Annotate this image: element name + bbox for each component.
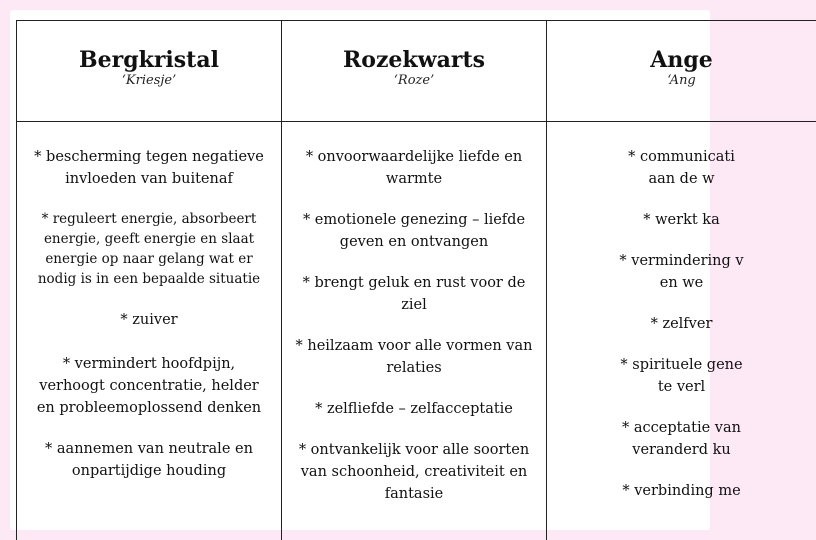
list-item: * verbinding me: [622, 483, 741, 499]
list-item: * bescherming tegen negatieve invloeden van buitenaf: [34, 149, 264, 187]
column-rozekwarts: [281, 20, 546, 540]
property-list: [547, 146, 816, 502]
column-angeliet: [546, 20, 816, 540]
property-list: [17, 146, 281, 482]
list-item: veranderd ku: [632, 442, 731, 458]
list-item: * communicati: [628, 149, 735, 165]
column-header: [547, 20, 816, 121]
list-item: aan de w: [648, 171, 715, 187]
list-item: * brengt geluk en rust voor de ziel: [302, 275, 526, 313]
list-item: en we: [659, 275, 704, 291]
list-item: * vermindering v: [619, 253, 744, 269]
document-page: [10, 10, 744, 530]
list-item: * acceptatie van: [622, 420, 741, 436]
list-item: * reguleert energie, absorbeert energie, geeft energie en slaat energie op naar gelang wat er nodig is in een bepaalde situatie: [37, 211, 261, 287]
column-header: [17, 20, 281, 121]
list-item: te verl: [657, 379, 706, 395]
column-title: Bergkristal: [79, 47, 219, 73]
list-item: * heilzaam voor alle vormen van relaties: [295, 338, 533, 376]
list-item: * vermindert hoofdpijn, verhoogt concentratie, helder en probleemoplossend denken: [36, 356, 262, 416]
column-subtitle: ‘Kriesje’: [121, 73, 177, 88]
list-item: * werkt ka: [643, 212, 720, 228]
list-item: * zuiver: [120, 312, 178, 328]
column-title: Rozekwarts: [342, 47, 486, 73]
list-item: * aannemen van neutrale en onpartijdige houding: [45, 441, 253, 479]
column-subtitle: ‘Ang: [667, 73, 696, 88]
list-item: * spirituele gene: [620, 357, 743, 373]
column-bergkristal: [16, 20, 281, 540]
list-item: * onvoorwaardelijke liefde en warmte: [305, 149, 523, 187]
list-item: * ontvankelijk voor alle soorten van schoonheid, creativiteit en fantasie: [298, 442, 530, 502]
crystal-table: [16, 20, 816, 540]
column-header: [282, 20, 546, 121]
column-title: Ange: [650, 47, 713, 73]
list-item: * zelfliefde – zelfacceptatie: [315, 401, 513, 417]
property-list: [282, 146, 546, 505]
list-item: * emotionele genezing – liefde geven en ontvangen: [302, 212, 526, 250]
column-subtitle: ‘Roze’: [393, 73, 435, 88]
list-item: * zelfver: [650, 316, 713, 332]
